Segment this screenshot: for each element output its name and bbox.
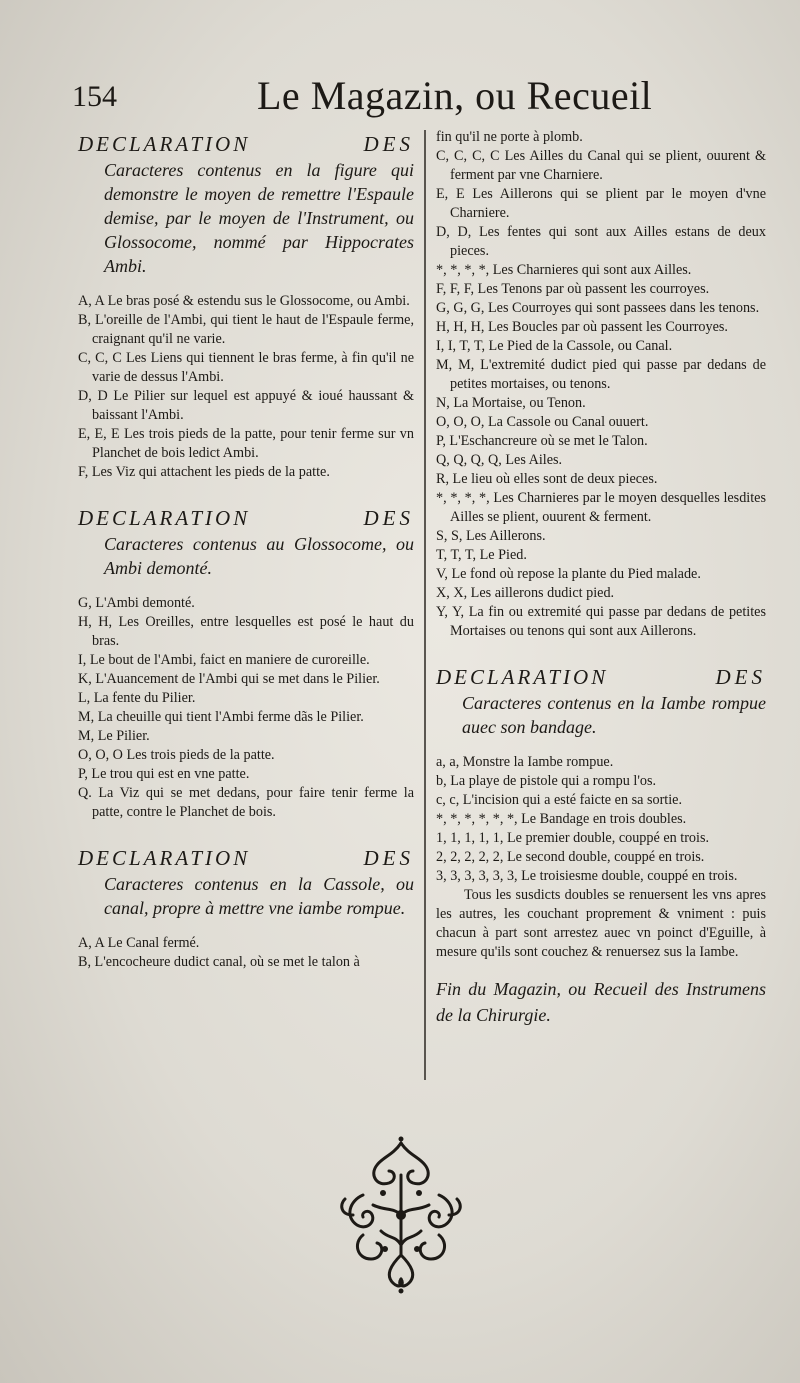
legend-entry: O, O, O, La Cassole ou Canal ouuert.: [436, 414, 649, 430]
section-iambe-rompue: [436, 665, 766, 962]
legend-entry: F, Les Viz qui attachent les pieds de la patte.: [78, 464, 330, 480]
legend-entry: K, L'Auancement de l'Ambi qui se met dans le Pilier.: [78, 671, 380, 687]
legend-entry: I, I, T, T, Le Pied de la Cassole, ou Canal.: [436, 338, 673, 354]
legend-list: [78, 594, 414, 822]
legend-entry: M, Le Pilier.: [78, 728, 150, 744]
legend-entry: G, L'Ambi demonté.: [78, 595, 195, 611]
legend-list: [78, 292, 414, 482]
legend-entry: *, *, *, *, Les Charnieres par le moyen desquelles lesdites Ailles se plient, ouurent & ferment.: [436, 490, 766, 525]
legend-entry: 2, 2, 2, 2, 2, Le second double, couppé en trois.: [436, 849, 705, 865]
section-ambi-demonte: [78, 506, 414, 822]
legend-entry: P, L'Eschancreure où se met le Talon.: [436, 433, 648, 449]
legend-entry: B, L'encocheure dudict canal, où se met le talon à: [78, 954, 360, 970]
legend-entry: *, *, *, *, *, *, Le Bandage en trois doubles.: [436, 811, 687, 827]
legend-entry: R, Le lieu où elles sont de deux pieces.: [436, 471, 658, 487]
section-heading: DECLARATION DES: [78, 132, 414, 156]
fleuron-ornament-icon: [333, 1135, 469, 1295]
legend-entry: M, La cheuille qui tient l'Ambi ferme dãs le Pilier.: [78, 709, 364, 725]
legend-entry: C, C, C Les Liens qui tiennent le bras ferme, à fin qu'il ne varie de dessus l'Ambi.: [78, 350, 414, 385]
page-header: [72, 72, 653, 132]
legend-entry: O, O, O Les trois pieds de la patte.: [78, 747, 275, 763]
legend-entry: G, G, G, Les Courroyes qui sont passees dans les tenons.: [436, 300, 760, 316]
section-heading: DECLARATION DES: [78, 506, 414, 530]
legend-entry: Q. La Viz qui se met dedans, pour faire tenir ferme la patte, contre le Planchet de bois.: [78, 785, 414, 820]
legend-entry: c, c, L'incision qui a esté faicte en sa sortie.: [436, 792, 683, 808]
bandage-paragraph: Tous les susdicts doubles se renuersent les vns apres les autres, les couchant proprement & vniment : puis chacun à part sont arrestez auec vn poinct d'Eguille, à mesure qu'ils sont couchez & renuersez sus la Iambe.: [436, 887, 766, 960]
legend-entry: *, *, *, *, Les Charnieres qui sont aux Ailles.: [436, 262, 692, 278]
legend-list: [436, 753, 766, 886]
legend-entry: 1, 1, 1, 1, 1, Le premier double, couppé en trois.: [436, 830, 710, 846]
legend-entry: L, La fente du Pilier.: [78, 690, 196, 706]
section-shoulder: [78, 132, 414, 482]
colophon-fin: Fin du Magazin, ou Recueil des Instrumens de la Chirurgie.: [436, 979, 766, 1025]
legend-entry: S, S, Les Aillerons.: [436, 528, 546, 544]
legend-entry: E, E Les Aillerons qui se plient par le moyen d'vne Charniere.: [436, 186, 766, 221]
left-column: [78, 128, 414, 972]
legend-entry: 3, 3, 3, 3, 3, 3, Le troisiesme double, couppé en trois.: [436, 868, 738, 884]
legend-entry: H, H, Les Oreilles, entre lesquelles est posé le haut du bras.: [78, 614, 414, 649]
section-heading: DECLARATION DES: [78, 846, 414, 870]
legend-entry: P, Le trou qui est en vne patte.: [78, 766, 250, 782]
page-number: 154: [72, 80, 117, 113]
legend-entry: X, X, Les aillerons dudict pied.: [436, 585, 615, 601]
legend-entry: C, C, C, C Les Ailles du Canal qui se plient, ouurent & ferment par vne Charniere.: [436, 148, 766, 183]
legend-entry: T, T, T, Le Pied.: [436, 547, 527, 563]
legend-list: [436, 128, 766, 641]
section-subheading: Caracteres contenus en la figure qui demonstre le moyen de remettre l'Espaule demise, par le moyen de l'Instrument, ou Glossocome, nommé par Hippocrates Ambi.: [104, 160, 414, 276]
legend-entry: F, F, F, Les Tenons par où passent les courroyes.: [436, 281, 710, 297]
running-title: Le Magazin, ou Recueil: [257, 73, 653, 118]
legend-entry: fin qu'il ne porte à plomb.: [436, 129, 583, 145]
legend-entry: B, L'oreille de l'Ambi, qui tient le haut de l'Espaule ferme, craignant qu'il ne varie.: [78, 312, 414, 347]
legend-entry: D, D Le Pilier sur lequel est appuyé & ioué haussant & baissant l'Ambi.: [78, 388, 414, 423]
legend-entry: A, A Le Canal fermé.: [78, 935, 200, 951]
legend-entry: A, A Le bras posé & estendu sus le Glossocome, ou Ambi.: [78, 293, 410, 309]
legend-entry: D, D, Les fentes qui sont aux Ailles estans de deux pieces.: [436, 224, 766, 259]
section-cassole: [78, 846, 414, 972]
legend-entry: E, E, E Les trois pieds de la patte, pour tenir ferme sur vn Planchet de bois ledict Ambi.: [78, 426, 414, 461]
legend-entry: I, Le bout de l'Ambi, faict en maniere de curoreille.: [78, 652, 370, 668]
column-rule: [424, 130, 426, 1080]
legend-entry: Y, Y, La fin ou extremité qui passe par dedans de petites Mortaises ou tenons qui sont aux Aillerons.: [436, 604, 766, 639]
legend-entry: V, Le fond où repose la plante du Pied malade.: [436, 566, 701, 582]
legend-entry: a, a, Monstre la Iambe rompue.: [436, 754, 614, 770]
right-column: [436, 128, 766, 1028]
legend-list: [78, 934, 414, 972]
legend-entry: N, La Mortaise, ou Tenon.: [436, 395, 586, 411]
legend-entry: Q, Q, Q, Q, Les Ailes.: [436, 452, 563, 468]
legend-entry: H, H, H, Les Boucles par où passent les Courroyes.: [436, 319, 728, 335]
legend-entry: M, M, L'extremité dudict pied qui passe par dedans de petites mortaises, ou tenons.: [436, 357, 766, 392]
section-subheading: Caracteres contenus en la Cassole, ou canal, propre à mettre vne iambe rompue.: [104, 874, 414, 918]
section-subheading: Caracteres contenus en la Iambe rompue auec son bandage.: [462, 693, 766, 737]
legend-entry: b, La playe de pistole qui a rompu l'os.: [436, 773, 657, 789]
section-heading: DECLARATION DES: [436, 665, 766, 689]
section-subheading: Caracteres contenus au Glossocome, ou Ambi demonté.: [104, 534, 414, 578]
